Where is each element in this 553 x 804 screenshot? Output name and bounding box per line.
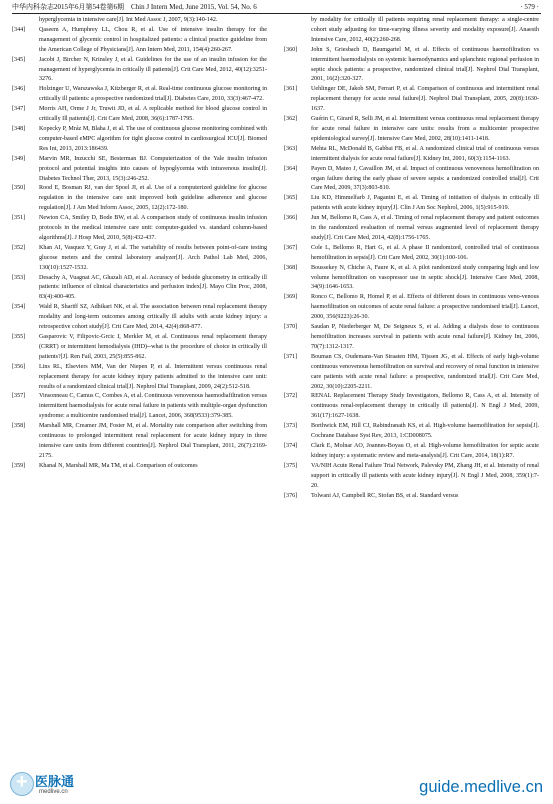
reference-text: Gasparovic V, Filipovic-Grcic I, Merkler M, et al. Continuous renal replacement therapy (CRRT) or intermittent hemodialysis (IHD)--what is the procedure of choice in critically ill patients?[J]. Ren Fail, 2003, 25(5):855-862. xyxy=(39,334,267,360)
reference-text: Vinsonneau C, Camus C, Combes A, et al. Continuous venovenous haemodiafiltration versus intermittent haemodialysis for acute renal failure in patients with multiple-organ dysfunction syndrome: a multicentre randomised trial[J]. Lancet, 2006, 368(9533):379-385. xyxy=(39,393,267,420)
reference-item xyxy=(284,115,539,145)
reference-number: [345] xyxy=(12,56,26,63)
reference-text: Morris AH, Orme J Jr, Truwit JD, et al. A replicable method for blood glucose control in critically Ill patients[J]. Crit Care Med, 2008, 36(6):1787-1795. xyxy=(39,106,267,123)
reference-item xyxy=(284,422,539,442)
right-column xyxy=(284,16,539,501)
reference-continuation: hyperglycemia in intensive care[J]. Int Med Assoc J, 2007, 9(3):140-142. xyxy=(39,17,218,23)
reference-text: Kopecky P, Mráz M, Blaha J, et al. The use of continuous glucose monitoring combined with computer-based eMPC algorithm for tight glucose control in cardiosurgical ICU[J]. Biomed Res Int, 2013, 2013:186439. xyxy=(39,125,267,152)
reference-number: [362] xyxy=(284,116,298,123)
reference-number: [363] xyxy=(284,145,298,152)
reference-text: Payen D, Mateo J, Cavaillon JM, et al. Impact of continuous venovenous hemofiltration on organ failure during the early phase of severe sepsis: a randomized controlled trial[J]. Crit Care Med, 2009, 37(3):803-810. xyxy=(311,165,539,192)
reference-item xyxy=(12,214,267,244)
reference-item xyxy=(284,85,539,115)
journal-header: 中华内科杂志2015年6月第54卷第6期 Chin J Intern Med, June 2015, Vol. 54, No. 6 xyxy=(12,3,257,11)
reference-number: [349] xyxy=(12,155,26,162)
reference-text: Ronco C, Bellomo R, Homel P, et al. Effects of different doses in continuous veno-venous haemofiltration on outcomes of acute renal failure: a prospective randomised trial[J]. Lancet, 2000, 356(9223):26-30. xyxy=(311,294,539,321)
reference-number: [375] xyxy=(284,462,298,469)
reference-item xyxy=(284,353,539,393)
reference-text: Khan AI, Vasquez Y, Gray J, et al. The variability of results between point-of-care testing glucose meters and the central laboratory analyzer[J]. Arch Pathol Lab Med, 2006, 130(10):1527-1532. xyxy=(39,244,267,271)
reference-text: Tolwani AJ, Campbell RC, Stofan BS, et al. Standard versus xyxy=(311,492,459,499)
reference-text: Uehlinger DE, Jakob SM, Ferrari P, et al. Comparison of continuous and intermittent renal replacement therapy for acute renal failure[J]. Nephrol Dial Transplant, 2005, 20(8):1630-1637. xyxy=(311,86,539,113)
reference-text: Holzinger U, Warszawska J, Kitzberger R, et al. Real-time continuous glucose monitoring in critically ill patients: a prospective randomized trial[J]. Diabetes Care, 2010, 33(3):467-472. xyxy=(39,86,267,103)
reference-number: [361] xyxy=(284,86,298,93)
reference-number: [356] xyxy=(12,363,26,370)
reference-number: [359] xyxy=(12,462,26,469)
reference-text: Boussekey N, Chiche A, Faure K, et al. A pilot randomized study comparing high and low volume hemofiltration on vasopressor use in septic shock[J]. Intensive Care Med, 2008, 34(9):1646-1653. xyxy=(311,264,539,291)
reference-number: [344] xyxy=(12,26,26,33)
reference-item xyxy=(284,214,539,244)
medlive-logo[interactable] xyxy=(10,770,120,800)
reference-text: Lins RL, Elseviers MM, Van der Niepen P, et al. Intermittent versus continuous renal replacement therapy for acute kidney injury patients admitted to the intensive care unit: results of a randomized clinical trial[J]. Nephrol Dial Transplant, 2009, 24(2):512-518. xyxy=(39,363,267,390)
reference-item xyxy=(284,462,539,492)
reference-list-right xyxy=(284,46,539,502)
reference-item xyxy=(284,293,539,323)
reference-text: RENAL Replacement Therapy Study Investigators, Bellomo R, Cass A, et al. Intensity of continuous renal-replacement therapy in critically ill patients[J]. N Engl J Med, 2009, 361(17):1627-1638. xyxy=(311,393,539,420)
reference-number: [367] xyxy=(284,244,298,251)
reference-text: Marshall MR, Creamer JM, Foster M, et al. Mortality rate comparison after switching from continuous to prolonged intermittent renal replacement for acute kidney injury in three intensive care units from different countries[J]. Nephrol Dial Transplant, 2011, 26(7):2169-2175. xyxy=(39,423,267,459)
reference-item xyxy=(284,194,539,214)
reference-number: [352] xyxy=(12,244,26,251)
reference-text: Mehta RL, McDonald B, Gabbai FB, et al. A randomized clinical trial of continuous versus intermittent dialysis for acute renal failure[J]. Kidney Int, 2001, 60(3):1154-1163. xyxy=(311,145,539,162)
reference-text: Guérin C, Girard R, Selli JM, et al. Intermittent versus continuous renal replacement therapy for acute renal failure in intensive care units: results from a multicenter prospective epidemiological survey[J]. Intensive Care Med, 2002, 28(10):1411-1418. xyxy=(311,116,539,142)
reference-text: Newton CA, Smiley D, Bode BW, et al. A comparison study of continuous insulin infusion protocols in the medical intensive care unit: computer-guided vs. standard column-based algorithms[J]. J Hosp Med, 2010, 5(8):432-437. xyxy=(39,215,267,241)
reference-item xyxy=(12,333,267,363)
reference-item xyxy=(284,442,539,462)
reference-item xyxy=(12,363,267,393)
reference-number: [360] xyxy=(284,46,298,53)
page-header xyxy=(12,2,541,14)
reference-text: Wald R, Shariff SZ, Adhikari NK, et al. The association between renal replacement therapy modality and long-term outcomes among critically ill adults with acute kidney injury: a retrospective cohort study[J]. Crit Care Med, 2014, 42(4):868-877. xyxy=(39,304,267,331)
reference-number: [353] xyxy=(12,274,26,281)
reference-number: [370] xyxy=(284,324,298,331)
reference-item xyxy=(284,323,539,353)
reference-number: [372] xyxy=(284,393,298,400)
reference-text: Cole L, Bellomo R, Hart G, et al. A phase II randomized, controlled trial of continuous hemofiltration in sepsis[J]. Crit Care Med, 2002, 30(1):100-106. xyxy=(311,244,539,261)
reference-item xyxy=(12,26,267,56)
reference-number: [376] xyxy=(284,492,298,499)
reference-list-left xyxy=(12,26,267,472)
reference-number: [371] xyxy=(284,353,298,360)
medical-cross-icon xyxy=(10,772,34,796)
reference-item xyxy=(12,56,267,86)
reference-text: Saudan P, Niederberger M, De Seigneux S, et al. Adding a dialysis dose to continuous hemofiltration increases survival in patients with acute renal failure[J]. Kidney Int, 2006, 70(7):1312-1317. xyxy=(311,324,539,350)
reference-number: [366] xyxy=(284,215,298,222)
reference-number: [369] xyxy=(284,294,298,301)
reference-number: [355] xyxy=(12,334,26,340)
reference-number: [350] xyxy=(12,185,26,192)
reference-number: [357] xyxy=(12,393,26,400)
page-number: · 579 · xyxy=(520,3,539,11)
reference-item xyxy=(284,165,539,195)
logo-subtext: medlive.cn xyxy=(39,789,68,795)
reference-text: Marvin MR, Inzucchi SE, Besterman BJ. Computerization of the Yale insulin infusion protocol and potential insights into causes of hypoglycemia with intravenous insulin[J]. Diabetes Technol Ther, 2013, 15(3):246-252. xyxy=(39,155,267,182)
reference-number: [348] xyxy=(12,125,26,132)
reference-item xyxy=(12,105,267,125)
reference-item xyxy=(12,422,267,462)
reference-item xyxy=(12,244,267,274)
reference-text: VA/NIH Acute Renal Failure Trial Network, Palevsky PM, Zhang JH, et al. Intensity of renal support in critically ill patients with acute kidney injury[J]. N Engl J Med, 2008, 359(1):7-20. xyxy=(311,462,539,489)
reference-number: [347] xyxy=(12,106,26,113)
reference-item xyxy=(12,462,267,472)
reference-item xyxy=(284,46,539,86)
reference-item xyxy=(284,145,539,165)
reference-text: Rood E, Bosman RJ, van der Spoel JI, et al. Use of a computerized guideline for glucose regulation in the intensive care unit improved both guideline adherence and glucose regulation[J]. J Am Med Inform Assoc, 2005, 12(2):172-180. xyxy=(39,185,267,212)
logo-text: 医脉通 xyxy=(35,775,75,790)
reference-number: [346] xyxy=(12,86,26,93)
reference-item xyxy=(12,303,267,333)
reference-text: Jacobi J, Bircher N, Krinsley J, et al. Guidelines for the use of an insulin infusion for the management of hyperglycemia in critically ill patients[J]. Crit Care Med, 2012, 40(12):3251-3276. xyxy=(39,56,267,83)
reference-item xyxy=(284,492,539,502)
reference-item xyxy=(12,85,267,105)
reference-item xyxy=(284,392,539,422)
reference-number: [368] xyxy=(284,264,298,271)
reference-item xyxy=(12,155,267,185)
reference-number: [364] xyxy=(284,165,298,172)
reference-number: [365] xyxy=(284,195,298,202)
reference-item xyxy=(12,184,267,214)
reference-text: Qaseem A, Humphrey LL, Chou R, et al. Use of intensive insulin therapy for the management of glycemic control in hospitalized patients: a clinical practice guideline from the American College of Physicians[J]. Ann Intern Med, 2011, 154(4):260-267. xyxy=(39,26,267,53)
reference-text: Bouman CS, Oudemans-Van Straaten HM, Tijssen JG, et al. Effects of early high-volume continuous venovenous hemofiltration on survival and recovery of renal function in intensive care patients with acute renal failure: a prospective, randomized trial[J]. Crit Care Med, 2002, 30(10):2205-2211. xyxy=(311,353,539,390)
reference-text: Clark E, Molnar AO, Joannes-Boyau O, et al. High-volume hemofiltration for septic acute kidney injury: a systematic review and meta-analysis[J]. Crit Care, 2014, 18(1):R7. xyxy=(311,442,539,459)
reference-item xyxy=(12,392,267,422)
reference-number: [354] xyxy=(12,304,26,311)
reference-text: Jun M, Bellomo R, Cass A, et al. Timing of renal replacement therapy and patient outcomes in the randomized evaluation of normal versus augmented level of replacement therapy study[J]. Crit Care Med, 2014, 42(8):1756-1765. xyxy=(311,215,539,241)
site-url-link[interactable]: guide.medlive.cn xyxy=(419,778,543,796)
reference-text: John S, Griesbach D, Baumgartel M, et al. Effects of continuous haemofiltration vs intermittent haemodialysis on systemic haemodynamics and splanchnic regional perfusion in septic shock patients: a prospective, randomized clinical trial[J]. Nephrol Dial Transplant, 2001, 16(2):320-327. xyxy=(311,46,539,83)
reference-text: Borthwick EM, Hill CJ, Rabindranath KS, et al. High-volume haemofiltration for sepsis[J]. Cochrane Database Syst Rev, 2013, 1:CD008075. xyxy=(311,423,539,440)
reference-text: Liu KD, Himmelfarb J, Paganini E, et al. Timing of initiation of dialysis in critically ill patients with acute kidney injury[J]. Clin J Am Soc Nephrol, 2006, 1(5):915-919. xyxy=(311,195,539,212)
reference-continuation: by modality for critically ill patients requiring renal replacement therapy: a single-centre cohort study adjusting for time-varying illness severity and modality exposure[J]. Anaesth Intensive Care, 2012, 40(2):260-268. xyxy=(311,17,539,43)
reference-text: Khanal N, Marshall MR, Ma TM, et al. Comparison of outcomes xyxy=(39,462,198,469)
reference-number: [374] xyxy=(284,442,298,449)
left-column xyxy=(12,16,267,472)
reference-number: [373] xyxy=(284,423,298,430)
reference-number: [358] xyxy=(12,423,26,430)
reference-item xyxy=(284,264,539,294)
reference-item xyxy=(12,125,267,155)
reference-text: Desachy A, Vuagnat AC, Ghazali AD, et al. Accuracy of bedside glucometry in critically ill patients: influence of clinical characteristics and perfusion index[J]. Mayo Clin Proc, 2008, 83(4):400-405. xyxy=(39,274,267,301)
reference-item xyxy=(284,244,539,264)
reference-number: [351] xyxy=(12,215,26,222)
reference-item xyxy=(12,274,267,304)
